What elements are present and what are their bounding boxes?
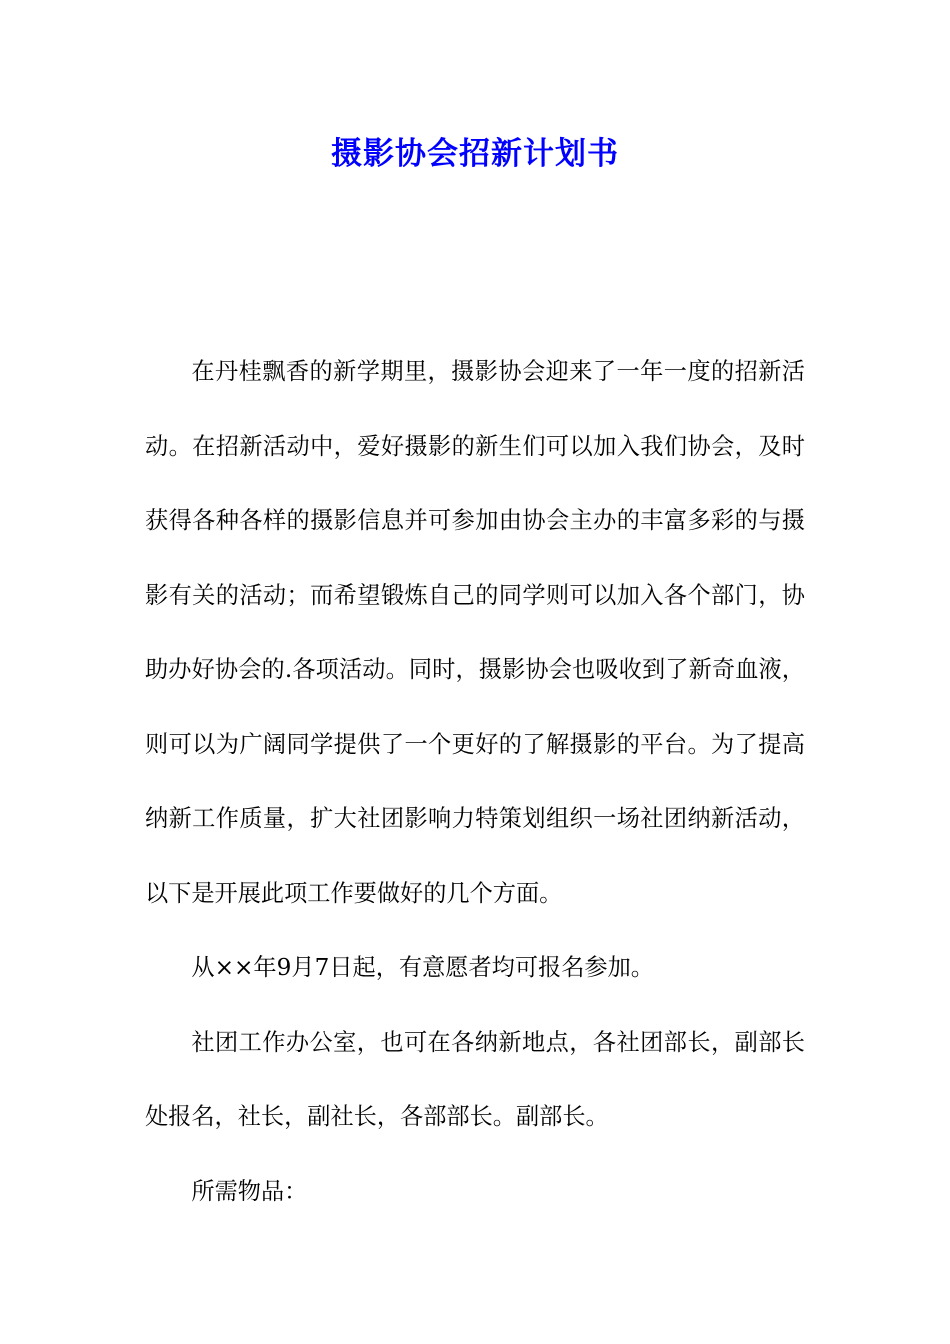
- document-body: [145, 335, 805, 1229]
- document-title: 摄影协会招新计划书: [331, 136, 619, 172]
- paragraph-intro: 在丹桂飘香的新学期里，摄影协会迎来了一年一度的招新活动。在招新活动中，爱好摄影的新生们可以加入我们协会，及时获得各种各样的摄影信息并可参加由协会主办的丰富多彩的与摄影有关的活动；而希望锻炼自己的同学则可以加入各个部门，协助办好协会的.各项活动。同时，摄影协会也吸收到了新奇血液，则可以为广阔同学提供了一个更好的了解摄影的平台。为了提高纳新工作质量，扩大社团影响力特策划组织一场社团纳新活动，以下是开展此项工作要做好的几个方面。: [145, 358, 805, 907]
- paragraph-materials: 所需物品：: [191, 1177, 308, 1205]
- paragraph-location: 社团工作办公室，也可在各纳新地点，各社团部长，副部长处报名，社长，副社长，各部部长。副部长。: [145, 1028, 805, 1130]
- paragraph-date: 从××年9月7日起，有意愿者均可报名参加。: [191, 954, 654, 981]
